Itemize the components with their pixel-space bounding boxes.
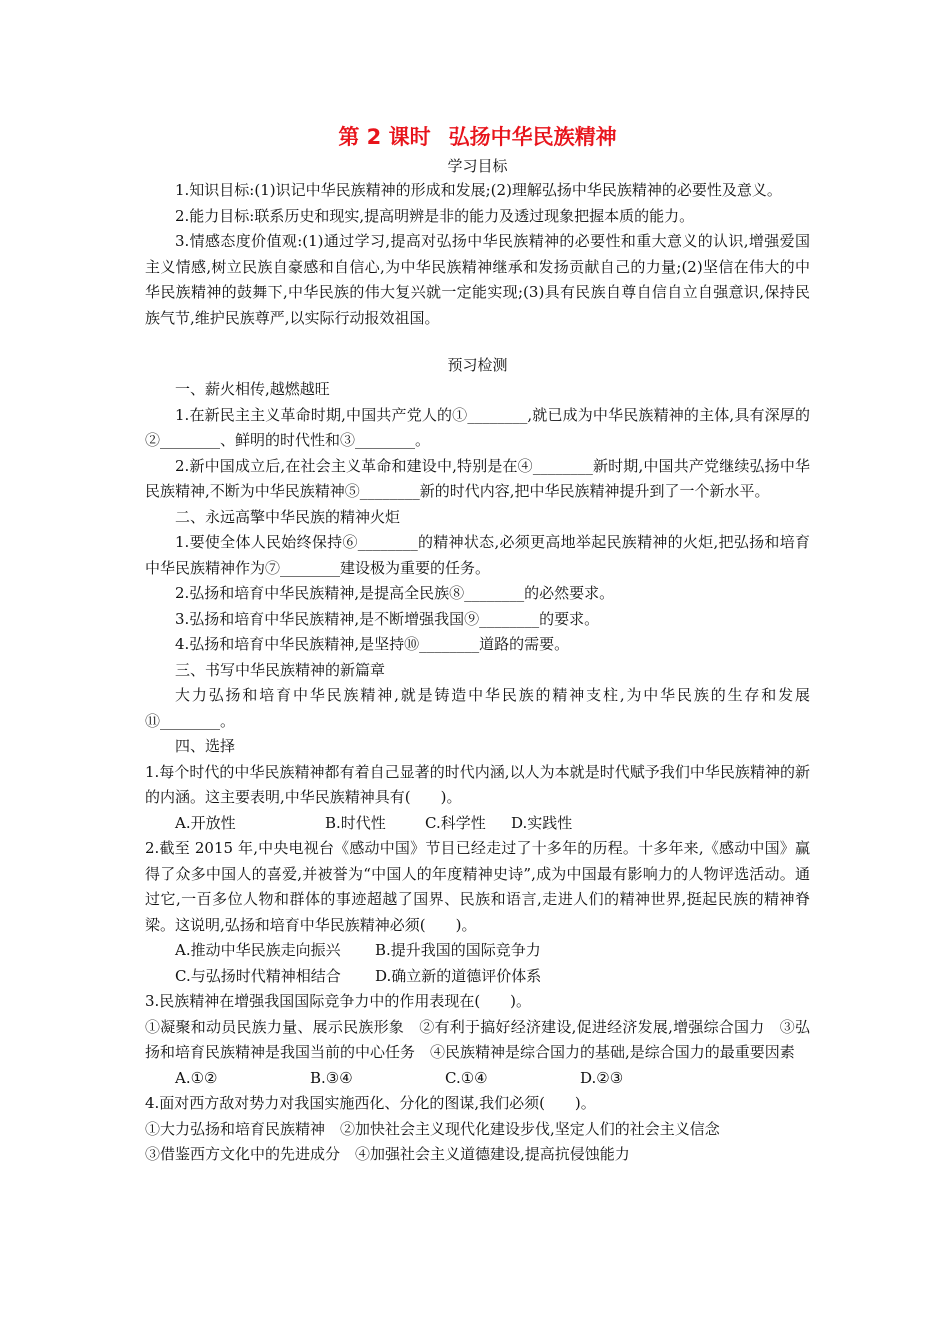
option-d: D.确立新的道德评价体系 [375, 966, 542, 985]
question-4-stem: 4.面对西方敌对势力对我国实施西化、分化的图谋,我们必须( )。 [145, 1094, 596, 1112]
lesson-number: 第 2 课时 [338, 125, 431, 149]
lesson-topic: 弘扬中华民族精神 [448, 125, 617, 149]
option-a: A.开放性 [175, 813, 236, 832]
section-3-title: 三、书写中华民族精神的新篇章 [175, 660, 386, 679]
document-page [145, 120, 810, 1168]
option-a: A.①② [175, 1068, 218, 1087]
fill-blank-7: 大力弘扬和培育中华民族精神,就是铸造中华民族的精神支柱,为中华民族的生存和发展⑪________。 [145, 686, 810, 730]
fill-blank-4: 2.弘扬和培育中华民族精神,是提高全民族⑧________的必然要求。 [175, 584, 615, 602]
fill-blank-1: 1.在新民主主义革命时期,中国共产党人的①________,就已成为中华民族精神的主体,具有深厚的②________、鲜明的时代性和③________。 [145, 405, 810, 449]
question-1-options [145, 811, 810, 837]
fill-blank-3: 1.要使全体人民始终保持⑥________的精神状态,必须更高地举起民族精神的火炬,把弘扬和培育中华民族精神作为⑦________建设极为重要的任务。 [145, 533, 810, 577]
question-3-statements: ①凝聚和动员民族力量、展示民族形象 ②有利于搞好经济建设,促进经济发展,增强综合国力 ③弘扬和培育民族精神是我国当前的中心任务 ④民族精神是综合国力的基础,是综合国力的最重要因素 [145, 1017, 810, 1061]
option-b: B.③④ [310, 1068, 353, 1087]
question-4-statements-2: ③借鉴西方文化中的先进成分 ④加强社会主义道德建设,提高抗侵蚀能力 [145, 1145, 630, 1163]
option-b: B.时代性 [325, 813, 386, 832]
preview-heading: 预习检测 [447, 356, 508, 374]
option-c: C.科学性 [425, 813, 486, 832]
question-4-statements-1: ①大力弘扬和培育民族精神 ②加快社会主义现代化建设步伐,坚定人们的社会主义信念 [145, 1119, 720, 1138]
option-b: B.提升我国的国际竞争力 [375, 941, 541, 959]
question-2-stem: 2.截至 2015 年,中央电视台《感动中国》节目已经走过了十多年的历程。十多年来,《感动中国》赢得了众多中国人的喜爱,并被誉为“中国人的年度精神史诗”,成为中国最有影响力的人物评选活动。通过它,一百多位人物和群体的事迹超越了国界、民族和语言,走进人们的精神世界,挺起民族的精神脊梁。这说明,弘扬和培育中华民族精神必须( )。 [145, 839, 810, 934]
fill-blank-5: 3.弘扬和培育中华民族精神,是不断增强我国⑨________的要求。 [175, 609, 600, 628]
option-d: D.实践性 [511, 813, 573, 832]
option-c: C.①④ [445, 1068, 488, 1087]
question-3-stem: 3.民族精神在增强我国国际竞争力中的作用表现在( )。 [145, 992, 532, 1010]
fill-blank-6: 4.弘扬和培育中华民族精神,是坚持⑩________道路的需要。 [175, 635, 570, 653]
option-d: D.②③ [580, 1068, 624, 1087]
question-3-options [145, 1066, 810, 1092]
objective-ability: 2.能力目标:联系历史和现实,提高明辨是非的能力及透过现象把握本质的能力。 [175, 206, 695, 225]
question-2-options-row-1 [145, 938, 810, 964]
objectives-heading: 学习目标 [447, 157, 508, 175]
objective-knowledge: 1.知识目标:(1)识记中华民族精神的形成和发展;(2)理解弘扬中华民族精神的必要性及意义。 [175, 181, 782, 199]
lesson-title [145, 120, 810, 154]
question-2-options-row-2 [145, 964, 810, 990]
section-1-title: 一、薪火相传,越燃越旺 [175, 380, 330, 398]
option-c: C.与弘扬时代精神相结合 [175, 966, 341, 985]
objective-values: 3.情感态度价值观:(1)通过学习,提高对弘扬中华民族精神的必要性和重大意义的认识,增强爱国主义情感,树立民族自豪感和自信心,为中华民族精神继承和发扬贡献自己的力量;(2)坚信在伟大的中华民族精神的鼓舞下,中华民族的伟大复兴就一定能实现;(3)具有民族自尊自信自立自强意识,保持民族气节,维护民族尊严,以实际行动报效祖国。 [145, 232, 810, 327]
section-4-title: 四、选择 [175, 737, 236, 755]
section-2-title: 二、永远高擎中华民族的精神火炬 [175, 507, 401, 526]
question-1-stem: 1.每个时代的中华民族精神都有着自己显著的时代内涵,以人为本就是时代赋予我们中华民族精神的新的内涵。这主要表明,中华民族精神具有( )。 [145, 762, 810, 806]
option-a: A.推动中华民族走向振兴 [175, 941, 341, 959]
fill-blank-2: 2.新中国成立后,在社会主义革命和建设中,特别是在④________新时期,中国共产党继续弘扬中华民族精神,不断为中华民族精神⑤________新的时代内容,把中华民族精神提升到了一个新水平。 [145, 456, 810, 500]
